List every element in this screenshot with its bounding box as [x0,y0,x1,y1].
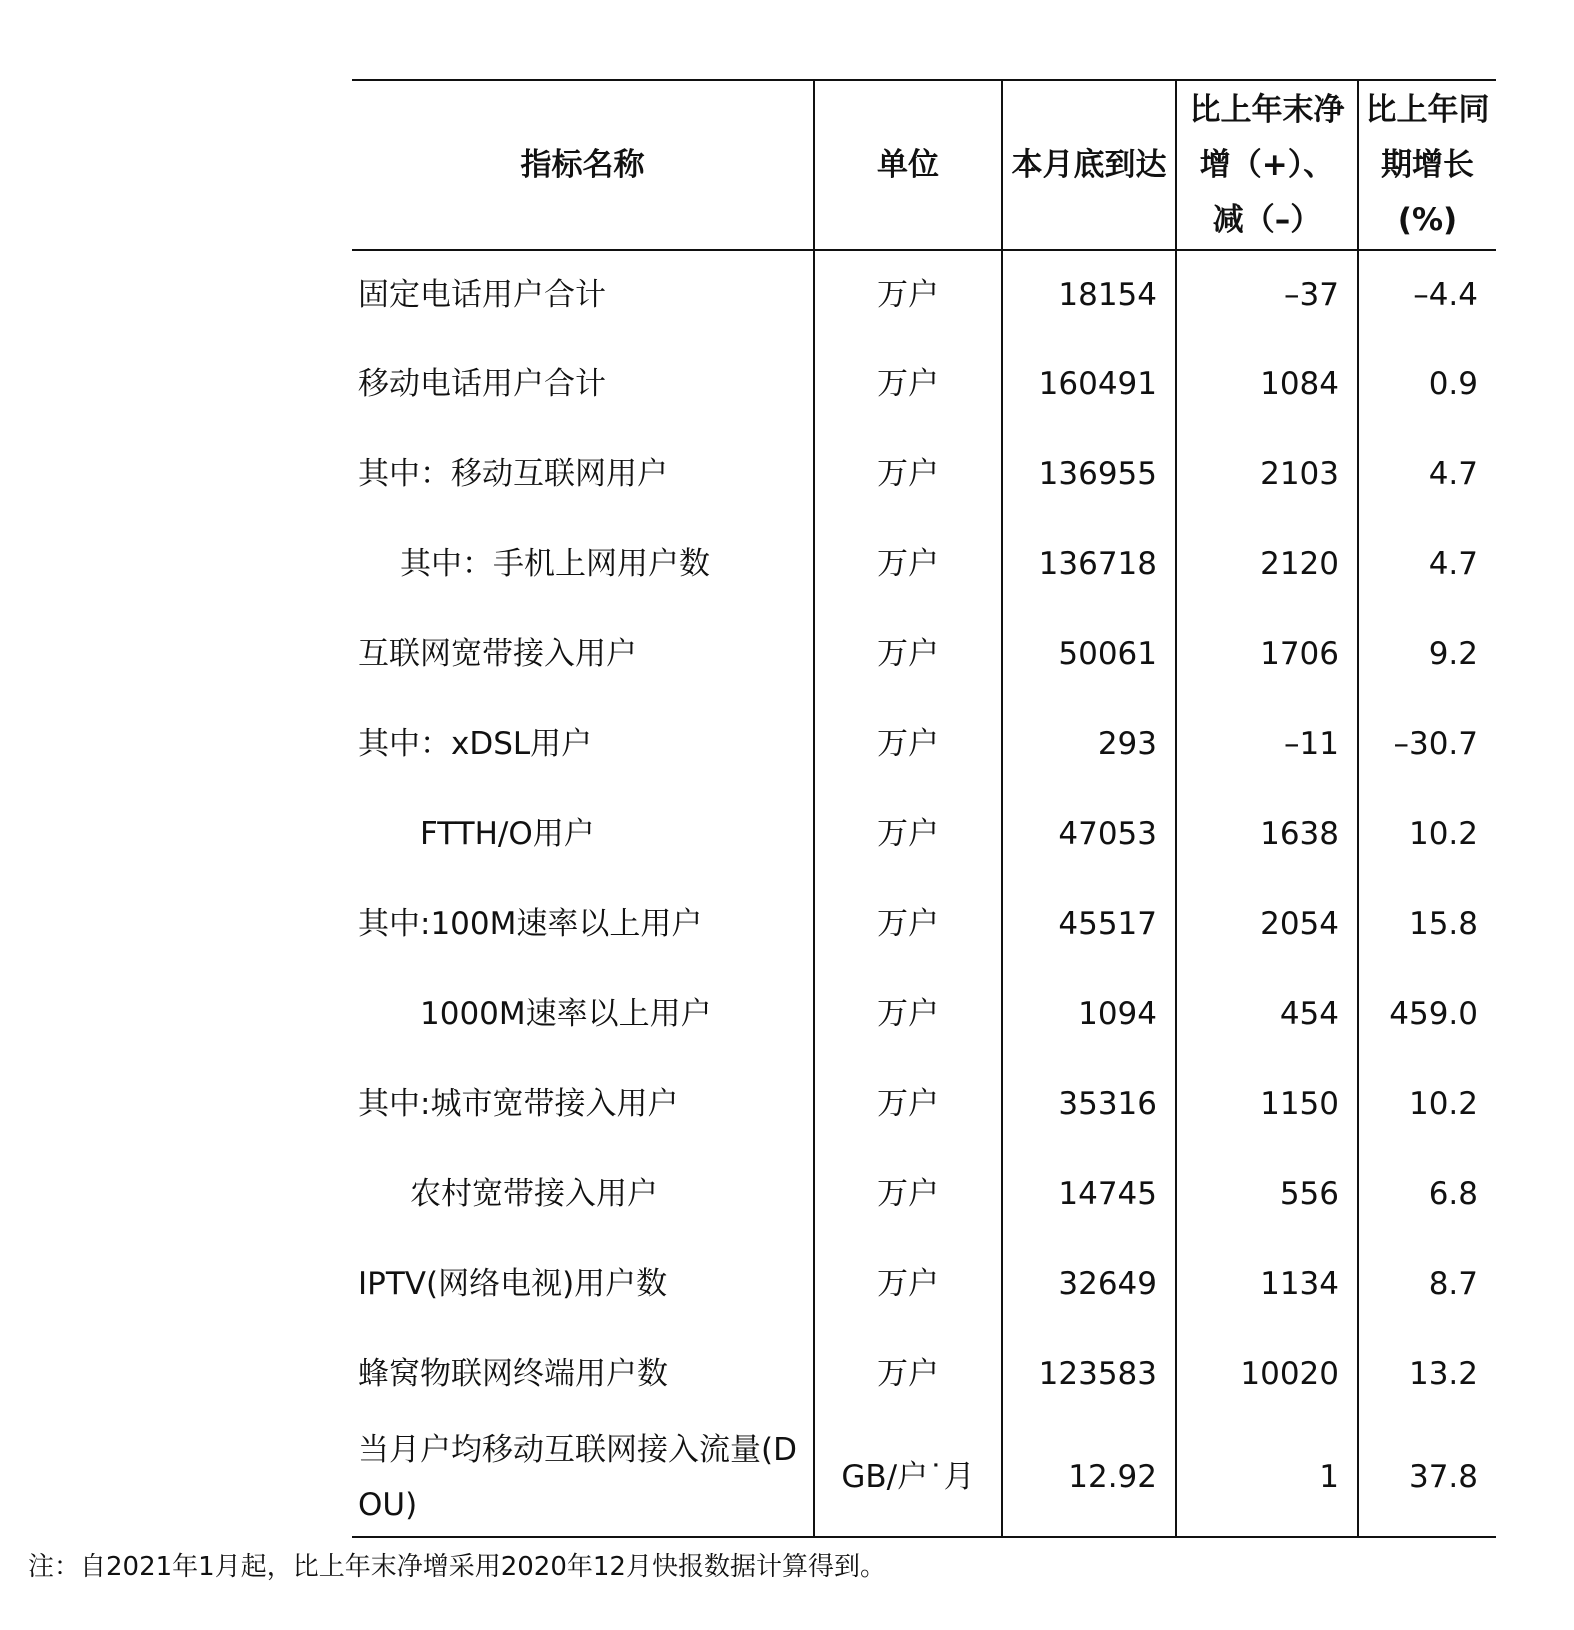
row-name: 农村宽带接入用户 [410,1176,658,1213]
row-value: 136955 [1002,430,1176,520]
footnote: 注：自2021年1月起，比上年末净增采用2020年12月快报数据计算得到。 [28,1552,886,1582]
table-row [352,610,1496,700]
row-yoy: 13.2 [1358,1330,1496,1420]
row-name: 移动电话用户合计 [358,366,606,403]
row-unit: 万户 [814,790,1002,880]
row-unit: 万户 [814,1240,1002,1330]
row-name: 1000M速率以上用户 [420,996,712,1033]
row-name [352,1420,814,1537]
row-yoy: 0.9 [1358,340,1496,430]
row-value: 18154 [1002,250,1176,340]
table-row [352,790,1496,880]
header-net-change-line1: 比上年末净 [1189,91,1345,128]
row-yoy: 6.8 [1358,1150,1496,1240]
table-row [352,970,1496,1060]
row-unit: 万户 [814,1060,1002,1150]
row-value: 47053 [1002,790,1176,880]
row-value: 1094 [1002,970,1176,1060]
header-net-change-line3: 减（–） [1212,201,1322,238]
header-yoy-line2: 期增长 [1381,146,1474,183]
row-value: 136718 [1002,520,1176,610]
row-change: 1084 [1176,340,1358,430]
row-name: IPTV(网络电视)用户数 [358,1266,668,1303]
row-change: –11 [1176,700,1358,790]
table-row [352,1150,1496,1240]
row-unit: GB/户˙月 [814,1420,1002,1537]
row-name: 其中:城市宽带接入用户 [358,1086,679,1123]
row-unit: 万户 [814,430,1002,520]
row-change: 1150 [1176,1060,1358,1150]
row-change: 2120 [1176,520,1358,610]
row-change: 1 [1176,1420,1358,1537]
header-yoy-growth [1358,80,1496,250]
row-unit: 万户 [814,1330,1002,1420]
table-header [352,80,1496,250]
header-indicator-name: 指标名称 [520,146,645,183]
row-value: 293 [1002,700,1176,790]
row-name-line1: 当月户均移动互联网接入流量(D [358,1432,797,1468]
row-unit: 万户 [814,340,1002,430]
row-name: 其中：手机上网用户数 [400,546,710,583]
row-change: 10020 [1176,1330,1358,1420]
row-name: FTTH/O用户 [420,816,595,853]
row-yoy: 10.2 [1358,790,1496,880]
row-yoy: 37.8 [1358,1420,1496,1537]
header-net-change [1176,80,1358,250]
row-change: 454 [1176,970,1358,1060]
table-row [352,880,1496,970]
row-value: 14745 [1002,1150,1176,1240]
row-unit: 万户 [814,610,1002,700]
row-name: 互联网宽带接入用户 [358,636,637,673]
row-change: 1134 [1176,1240,1358,1330]
header-month-end-value: 本月底到达 [1002,80,1176,250]
row-name-line2: OU) [358,1487,418,1523]
table-row [352,430,1496,520]
row-unit: 万户 [814,1150,1002,1240]
row-unit: 万户 [814,250,1002,340]
row-yoy: –30.7 [1358,700,1496,790]
row-name: 固定电话用户合计 [358,276,606,313]
row-name: 其中：移动互联网用户 [358,456,668,493]
table-row [352,1060,1496,1150]
statistics-table [352,79,1496,1538]
table-row [352,1240,1496,1330]
row-unit: 万户 [814,520,1002,610]
row-value: 32649 [1002,1240,1176,1330]
row-value: 123583 [1002,1330,1176,1420]
row-value: 12.92 [1002,1420,1176,1537]
header-row [352,80,1496,250]
header-yoy-line3: (%) [1397,201,1458,238]
header-unit: 单位 [814,80,1002,250]
table-row [352,1330,1496,1420]
row-change: 2054 [1176,880,1358,970]
row-value: 35316 [1002,1060,1176,1150]
table-body [352,250,1496,1537]
table-row [352,340,1496,430]
table-row [352,250,1496,340]
row-yoy: 10.2 [1358,1060,1496,1150]
row-change: 2103 [1176,430,1358,520]
table-row [352,520,1496,610]
row-yoy: 4.7 [1358,430,1496,520]
header-net-change-line2: 增（+）、 [1199,146,1335,183]
row-unit: 万户 [814,970,1002,1060]
row-change: 556 [1176,1150,1358,1240]
row-unit: 万户 [814,880,1002,970]
row-value: 50061 [1002,610,1176,700]
header-yoy-line1: 比上年同 [1365,91,1490,128]
row-name: 其中：xDSL用户 [358,726,593,763]
row-yoy: 459.0 [1358,970,1496,1060]
table-row [352,1420,1496,1537]
row-unit: 万户 [814,700,1002,790]
table-row [352,700,1496,790]
row-yoy: –4.4 [1358,250,1496,340]
row-change: 1706 [1176,610,1358,700]
row-name: 其中:100M速率以上用户 [358,906,703,943]
row-yoy: 15.8 [1358,880,1496,970]
row-value: 160491 [1002,340,1176,430]
row-yoy: 8.7 [1358,1240,1496,1330]
row-change: –37 [1176,250,1358,340]
row-name: 蜂窝物联网终端用户数 [358,1356,668,1393]
row-value: 45517 [1002,880,1176,970]
row-yoy: 9.2 [1358,610,1496,700]
row-change: 1638 [1176,790,1358,880]
row-yoy: 4.7 [1358,520,1496,610]
